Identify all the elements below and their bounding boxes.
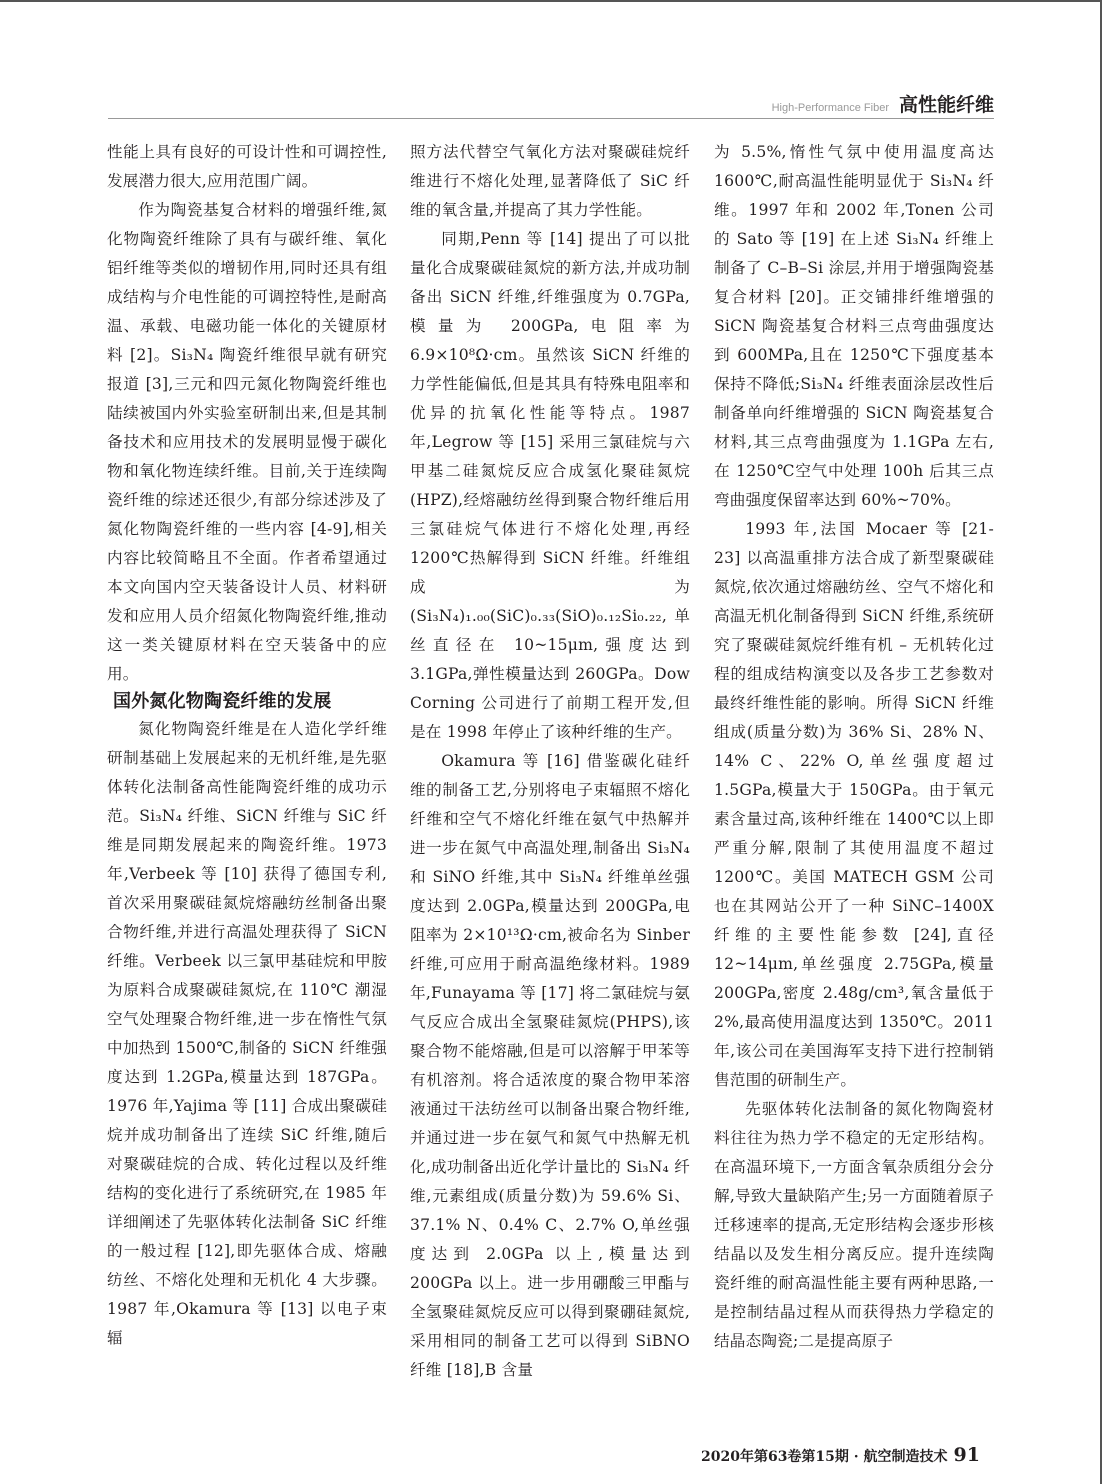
paragraph: 氮化物陶瓷纤维是在人造化学纤维研制基础上发展起来的无机纤维,是先驱体转化法制备高性能陶瓷纤维的成功示范。Si₃N₄ 纤维、SiCN 纤维与 SiC 纤维是同期发展起来的陶瓷纤维。1973 年,Verbeek 等 [10] 获得了德国专利,首次采用聚碳硅氮烷熔融纺丝制备出聚合物纤维,并进行高温处理获得了 SiCN 纤维。Verbeek 以三氯甲基硅烷和甲胺为原料合成聚碳硅氮烷,在 110℃ 潮湿空气处理聚合物纤维,进一步在惰性气氛中加热到 1500℃,制备的 SiCN 纤维强度达到 1.2GPa,模量达到 187GPa。1976 年,Yajima 等 [11] 合成出聚碳硅烷并成功制备出了连续 SiC 纤维,随后对聚碳硅烷的合成、转化过程以及纤维结构的变化进行了系统研究,在 1985 年详细阐述了先驱体转化法制备 SiC 纤维的一般过程 [12],即先驱体合成、熔融纺丝、不熔化处理和无机化 4 大步骤。1987 年,Okamura 等 [13] 以电子束辐 — [107, 720, 387, 1347]
paragraph: 为 5.5%,惰性气氛中使用温度高达 1600℃,耐高温性能明显优于 Si₃N₄ 纤维。1997 年和 2002 年,Tonen 公司的 Sato 等 [19] 在上述 Si₃N₄ 纤维上制备了 C–B–Si 涂层,并用于增强陶瓷基复合材料 [20]。正交铺排纤维增强的 SiCN 陶瓷基复合材料三点弯曲强度达到 600MPa,且在 1250℃下强度基本保持不降低;Si₃N₄ 纤维表面涂层改性后制备单向纤维增强的 SiCN 陶瓷基复合材料,其三点弯曲强度为 1.1GPa 左右,在 1250℃空气中处理 100h 后其三点弯曲强度保留率达到 60%~70%。 — [714, 143, 994, 509]
paragraph: 照方法代替空气氧化方法对聚碳硅烷纤维进行不熔化处理,显著降低了 SiC 纤维的氧含量,并提高了其力学性能。 — [410, 143, 690, 219]
text-column-1 — [107, 138, 387, 1353]
issue-info: 2020年第63卷第15期 · 航空制造技术 — [700, 1449, 948, 1465]
paragraph: 性能上具有良好的可设计性和可调控性,发展潜力很大,应用范围广阔。 — [107, 143, 387, 190]
text-column-2 — [410, 138, 690, 1385]
running-header — [772, 90, 994, 117]
paragraph: Okamura 等 [16] 借鉴碳化硅纤维的制备工艺,分别将电子束辐照不熔化纤维和空气不熔化纤维在氨气中热解并进一步在氮气中高温处理,制备出 Si₃N₄ 和 SiNO 纤维,其中 Si₃N₄ 纤维单丝强度达到 2.0GPa,模量达到 200GPa,电阻率为 2×10¹³Ω·cm,被命名为 Sinber 纤维,可应用于耐高温绝缘材料。1989 年,Funayama 等 [17] 将二氯硅烷与氨气反应合成出全氢聚硅氮烷(PHPS),该聚合物不能熔融,但是可以溶解于甲苯等有机溶剂。将合适浓度的聚合物甲苯溶液通过干法纺丝可以制备出聚合物纤维,并通过进一步在氨气和氮气中热解无机化,成功制备出近化学计量比的 Si₃N₄ 纤维,元素组成(质量分数)为 59.6% Si、37.1% N、0.4% C、2.7% O,单丝强度达到 2.0GPa 以上,模量达到 200GPa 以上。进一步用硼酸三甲酯与全氢聚硅氮烷反应可以得到聚硼硅氮烷,采用相同的制备工艺可以得到 SiBNO 纤维 [18],B 含量 — [410, 752, 690, 1379]
paragraph: 1993 年,法国 Mocaer 等 [21-23] 以高温重排方法合成了新型聚碳硅氮烷,依次通过熔融纺丝、空气不熔化和高温无机化制备得到 SiCN 纤维,系统研究了聚碳硅氮烷纤维有机 – 无机转化过程的组成结构演变以及各步工艺参数对最终纤维性能的影响。所得 SiCN 纤维组成(质量分数)为 36% Si、28% N、14% C、22% O,单丝强度超过 1.5GPa,模量大于 150GPa。由于氧元素含量过高,该种纤维在 1400℃以上即严重分解,限制了其使用温度不超过 1200℃。美国 MATECH GSM 公司也在其网站公开了一种 SiNC–1400X 纤维的主要性能参数 [24],直径 12~14μm,单丝强度 2.75GPa,模量 200GPa,密度 2.48g/cm³,氧含量低于 2%,最高使用温度达到 1350℃。2011 年,该公司在美国海军支持下进行控制销售范围的研制生产。 — [714, 520, 994, 1089]
section-heading: 国外氮化物陶瓷纤维的发展 — [113, 691, 332, 712]
text-column-3 — [714, 138, 994, 1356]
journal-section-cn: 高性能纤维 — [898, 94, 994, 116]
paragraph: 作为陶瓷基复合材料的增强纤维,氮化物陶瓷纤维除了具有与碳纤维、氧化铝纤维等类似的增韧作用,同时还具有组成结构与介电性能的可调控特性,是耐高温、承载、电磁功能一体化的关键原材料 [2]。Si₃N₄ 陶瓷纤维很早就有研究报道 [3],三元和四元氮化物陶瓷纤维也陆续被国内外实验室研制出来,但是其制备技术和应用技术的发展明显慢于碳化物和氧化物连续纤维。目前,关于连续陶瓷纤维的综述还很少,有部分综述涉及了氮化物陶瓷纤维的一些内容 [4-9],相关内容比较简略且不全面。作者希望通过本文向国内空天装备设计人员、材料研发和应用人员介绍氮化物陶瓷纤维,推动这一类关键原材料在空天装备中的应用。 — [107, 201, 387, 683]
paragraph: 同期,Penn 等 [14] 提出了可以批量化合成聚碳硅氮烷的新方法,并成功制备出 SiCN 纤维,纤维强度为 0.7GPa,模量为 200GPa,电阻率为 6.9×10⁸Ω·cm。虽然该 SiCN 纤维的力学性能偏低,但是其具有特殊电阻率和优异的抗氧化性能等特点。1987 年,Legrow 等 [15] 采用三氯硅烷与六甲基二硅氮烷反应合成氢化聚硅氮烷(HPZ),经熔融纺丝得到聚合物纤维后用三氯硅烷气体进行不熔化处理,再经 1200℃热解得到 SiCN 纤维。纤维组成为 (Si₃N₄)₁.₀₀(SiC)₀.₃₃(SiO)₀.₁₂Si₀.₂₂,单丝直径在 10~15μm,强度达到 3.1GPa,弹性模量达到 260GPa。Dow Corning 公司进行了前期工程开发,但是在 1998 年停止了该种纤维的生产。 — [410, 230, 690, 741]
journal-section-en: High-Performance Fiber — [771, 102, 889, 114]
page-footer — [701, 1444, 980, 1466]
header-rule — [108, 118, 994, 119]
top-border — [0, 0, 1102, 2]
page-number: 91 — [953, 1444, 980, 1466]
paragraph: 先驱体转化法制备的氮化物陶瓷材料往往为热力学不稳定的无定形结构。在高温环境下,一方面含氧杂质组分会分解,导致大量缺陷产生;另一方面随着原子迁移速率的提高,无定形结构会逐步形核结晶以及发生相分离反应。提升连续陶瓷纤维的耐高温性能主要有两种思路,一是控制结晶过程从而获得热力学稳定的结晶态陶瓷;二是提高原子 — [714, 1100, 994, 1350]
